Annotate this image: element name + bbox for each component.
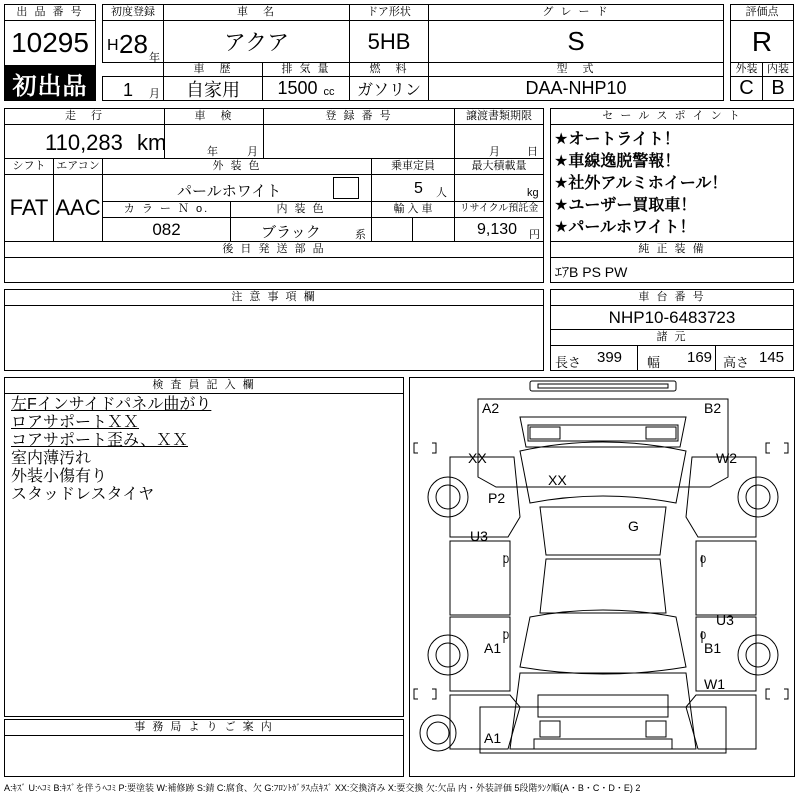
import-header: 輸 入 車 <box>371 201 455 218</box>
first-reg-header: 初度登録 <box>102 4 164 21</box>
spare-wheel <box>427 722 449 744</box>
front-bumper-inner <box>538 384 668 388</box>
aircon: AAC <box>55 195 101 220</box>
length-value: 399 <box>597 349 623 366</box>
zero-mark: 0 <box>700 630 707 642</box>
inspector-note: 室内薄汚れ <box>11 450 92 467</box>
car-name-box <box>163 20 350 63</box>
color-no-header: カ ラ ー Ｎ o. <box>102 201 231 218</box>
shift-box <box>4 174 54 242</box>
displacement-box <box>262 76 350 101</box>
tire-rear-right <box>738 635 778 675</box>
front-bumper-top <box>530 381 676 391</box>
car-name: アクア <box>223 30 290 55</box>
first-reg-box <box>102 20 164 63</box>
max-load-box <box>454 174 544 202</box>
rear-bumper <box>534 739 672 749</box>
reg-no-box <box>263 124 455 159</box>
inspector-note-row <box>11 468 403 486</box>
first-listing-text: 初出品 <box>12 72 88 100</box>
mark-w1: W1 <box>704 676 725 692</box>
bracket-right-bottom <box>766 689 788 699</box>
bracket-right-top <box>766 443 788 453</box>
zero-mark: 0 <box>503 630 510 642</box>
inspection-header: 車 検 <box>164 108 264 125</box>
zero-mark: 0 <box>700 554 707 566</box>
max-load-unit: kg <box>527 187 539 199</box>
int-color: ブラック <box>261 224 321 241</box>
inspector-note-row <box>11 414 403 432</box>
import-box <box>371 217 455 242</box>
inspection-month-unit: 月 <box>247 146 258 158</box>
recycle-box <box>454 217 544 242</box>
transfer-month-unit: 月 <box>489 146 500 158</box>
transfer-doc-header: 譲渡書類期限 <box>454 108 544 125</box>
car-damage-diagram <box>410 377 796 777</box>
headlights <box>530 427 676 439</box>
capacity-box <box>371 174 455 202</box>
color-no: 082 <box>152 219 181 239</box>
recycle-header: リサイクル預託金 <box>454 201 544 218</box>
transfer-doc-box <box>454 124 544 159</box>
recycle-fee: 9,130 <box>477 221 518 238</box>
specs-header: 諸 元 <box>550 329 794 346</box>
shift-header: シフト <box>4 158 54 175</box>
inspector-notes-list <box>11 396 403 504</box>
first-reg-year: 28 <box>119 29 148 59</box>
car-name-header: 車 名 <box>163 4 350 21</box>
history-header: 車 歴 <box>163 62 263 77</box>
shift: FAT <box>9 195 49 220</box>
ext-color-box <box>102 174 372 202</box>
later-parts-box <box>4 257 544 283</box>
zero-mark: 0 <box>503 554 510 566</box>
capacity: 5 <box>414 180 423 197</box>
spare-tire <box>420 715 456 751</box>
exterior-grade-box <box>730 76 763 101</box>
inspector-box <box>4 393 404 717</box>
tire-front-right <box>738 477 778 517</box>
roof-front <box>540 507 666 555</box>
year-unit: 年 <box>149 52 160 64</box>
wheel-rear-left <box>436 643 460 667</box>
rear-panel-box <box>480 707 726 753</box>
door-type: 5HB <box>367 28 411 54</box>
height-value: 145 <box>759 349 785 366</box>
inspector-note: ロアサポートＸＸ <box>11 414 140 431</box>
displacement: 1500 <box>277 78 318 98</box>
mark-a2: A2 <box>482 400 500 416</box>
ext-color-header: 外 装 色 <box>102 158 372 175</box>
sales-point-item: ★ユーザー買取車！ <box>554 197 697 214</box>
tire-front-left <box>428 477 468 517</box>
inspector-note: 左Fインサイドパネル曲がり <box>11 396 212 413</box>
length-label: 長さ <box>555 355 582 370</box>
model: DAA-NHP10 <box>525 78 627 98</box>
color-no-box <box>102 217 231 242</box>
reg-no-header: 登 録 番 号 <box>263 108 455 125</box>
left-front-door <box>450 541 510 615</box>
notes-header: 注 意 事 項 欄 <box>4 289 544 306</box>
inspector-note-row <box>11 396 403 414</box>
mark-p2: P2 <box>488 490 506 506</box>
mark-u3-left: U3 <box>470 528 488 544</box>
import-divider <box>412 218 413 241</box>
history-box <box>163 76 263 101</box>
recycle-unit: 円 <box>529 229 540 241</box>
spec-divider <box>715 346 716 370</box>
inspector-note: スタッドレスタイヤ <box>11 486 155 503</box>
era: H <box>107 37 119 54</box>
ext-color: パールホワイト <box>177 183 282 200</box>
right-front-door <box>696 541 756 615</box>
legend: A:ｷｽﾞ U:ﾍｺﾐ B:ｷｽﾞを伴うﾍｺﾐ P:要塗装 W:補修跡 S:錆 C:腐食、欠 G:ﾌﾛﾝﾄｶﾞﾗｽ点ｷｽﾞ XX:交換済み X:要交換 欠:欠品 内・外装評価 5段階ﾗﾝｸ順(A・B・C・D・E) 2 <box>4 783 641 793</box>
exterior-header: 外装 <box>730 62 763 77</box>
inspection-year-unit: 年 <box>207 146 218 158</box>
mark-a1-left: A1 <box>484 640 502 656</box>
sales-point-item: ★パールホワイト！ <box>554 219 696 236</box>
displacement-unit: cc <box>323 85 335 98</box>
mark-a1-bottom: A1 <box>484 730 502 746</box>
model-header: 型 式 <box>428 62 724 77</box>
lot-no-header: 出 品 番 号 <box>4 4 96 21</box>
roof-rear <box>540 559 666 613</box>
bracket-left-bottom <box>414 689 436 699</box>
inspector-note: 外装小傷有り <box>11 468 108 485</box>
tire-rear-left <box>428 635 468 675</box>
mileage-header: 走 行 <box>4 108 165 125</box>
wheel-front-left <box>436 485 460 509</box>
door-type-box <box>349 20 429 63</box>
sales-point-item: ★車線逸脱警報！ <box>554 153 681 170</box>
wheel-rear-right <box>746 643 770 667</box>
month-unit: 月 <box>149 88 160 100</box>
specs-box <box>550 345 794 371</box>
mark-b2: B2 <box>704 400 722 416</box>
first-reg-month-box <box>102 76 164 101</box>
first-reg-month: 1 <box>123 80 134 100</box>
taillights <box>540 721 666 737</box>
door-type-header: ドア形状 <box>349 4 429 21</box>
equipment-header: 純 正 装 備 <box>550 241 794 258</box>
sales-point-item: ★社外アルミホイール！ <box>554 175 728 192</box>
office-header: 事 務 局 よ り ご 案 内 <box>4 719 404 736</box>
height-label: 高さ <box>723 355 750 370</box>
first-listing-badge <box>4 65 96 101</box>
chassis-box <box>550 305 794 330</box>
lot-no-value <box>4 20 96 66</box>
equipment-box <box>550 257 794 283</box>
width-label: 幅 <box>647 355 661 370</box>
mark-xx-left: XX <box>468 450 487 466</box>
fuel: ガソリン <box>356 82 421 99</box>
int-color-header: 内 装 色 <box>230 201 372 218</box>
right-rear-fender <box>686 695 756 749</box>
wheel-front-right <box>746 485 770 509</box>
int-color-unit: 系 <box>355 229 366 241</box>
fuel-header: 燃 料 <box>349 62 429 77</box>
history: 自家用 <box>186 79 240 100</box>
chassis-no: NHP10-6483723 <box>608 307 736 327</box>
exterior-grade: C <box>739 77 754 99</box>
inspector-note-row <box>11 450 403 468</box>
width-value: 169 <box>687 349 713 366</box>
mileage-box <box>4 124 165 159</box>
max-load-header: 最大積載量 <box>454 158 544 175</box>
mark-b1: B1 <box>704 640 722 656</box>
windshield <box>520 442 686 503</box>
aircon-header: エアコン <box>53 158 103 175</box>
office-box <box>4 735 404 777</box>
mileage: 110,283 <box>45 130 123 155</box>
capacity-unit: 人 <box>436 187 447 199</box>
notes-box <box>4 305 544 371</box>
fuel-box <box>349 76 429 101</box>
score-header: 評価点 <box>730 4 794 21</box>
later-parts-header: 後 日 発 送 部 品 <box>4 241 544 258</box>
mark-u3-right: U3 <box>716 612 734 628</box>
displacement-header: 排 気 量 <box>262 62 350 77</box>
transfer-day-unit: 日 <box>527 146 538 158</box>
rear-garnish <box>538 695 668 717</box>
mark-xx-center: XX <box>548 472 567 488</box>
mileage-unit: km <box>137 130 167 155</box>
inspector-note-row <box>11 486 403 504</box>
inspector-note: コアサポート歪み、ＸＸ <box>11 432 188 449</box>
inspection-box <box>164 124 264 159</box>
model-box <box>428 76 724 101</box>
sales-points-header: セ ー ル ス ポ イ ン ト <box>550 108 794 125</box>
chassis-header: 車 台 番 号 <box>550 289 794 306</box>
inspector-note-row <box>11 432 403 450</box>
interior-grade-box <box>762 76 794 101</box>
sales-points-box <box>550 124 794 242</box>
sales-point-item: ★オートライト！ <box>554 131 680 148</box>
mark-w2: W2 <box>716 450 737 466</box>
grade-box <box>428 20 724 63</box>
score: R <box>751 25 773 57</box>
interior-grade: B <box>771 77 785 99</box>
mark-g: G <box>628 518 639 534</box>
equipment: ｴｱB PS PW <box>555 264 628 280</box>
int-color-box <box>230 217 372 242</box>
inspector-header: 検 査 員 記 入 欄 <box>4 377 404 394</box>
interior-header: 内装 <box>762 62 794 77</box>
bracket-left-top <box>414 443 436 453</box>
lot-no: 10295 <box>11 27 89 58</box>
ext-color-mark-box <box>333 177 359 199</box>
spec-divider <box>637 346 638 370</box>
capacity-header: 乗車定員 <box>371 158 455 175</box>
aircon-box <box>53 174 103 242</box>
score-box <box>730 20 794 63</box>
grade: S <box>567 26 585 56</box>
rear-window <box>520 610 686 674</box>
grade-header: グ レ ー ド <box>428 4 724 21</box>
